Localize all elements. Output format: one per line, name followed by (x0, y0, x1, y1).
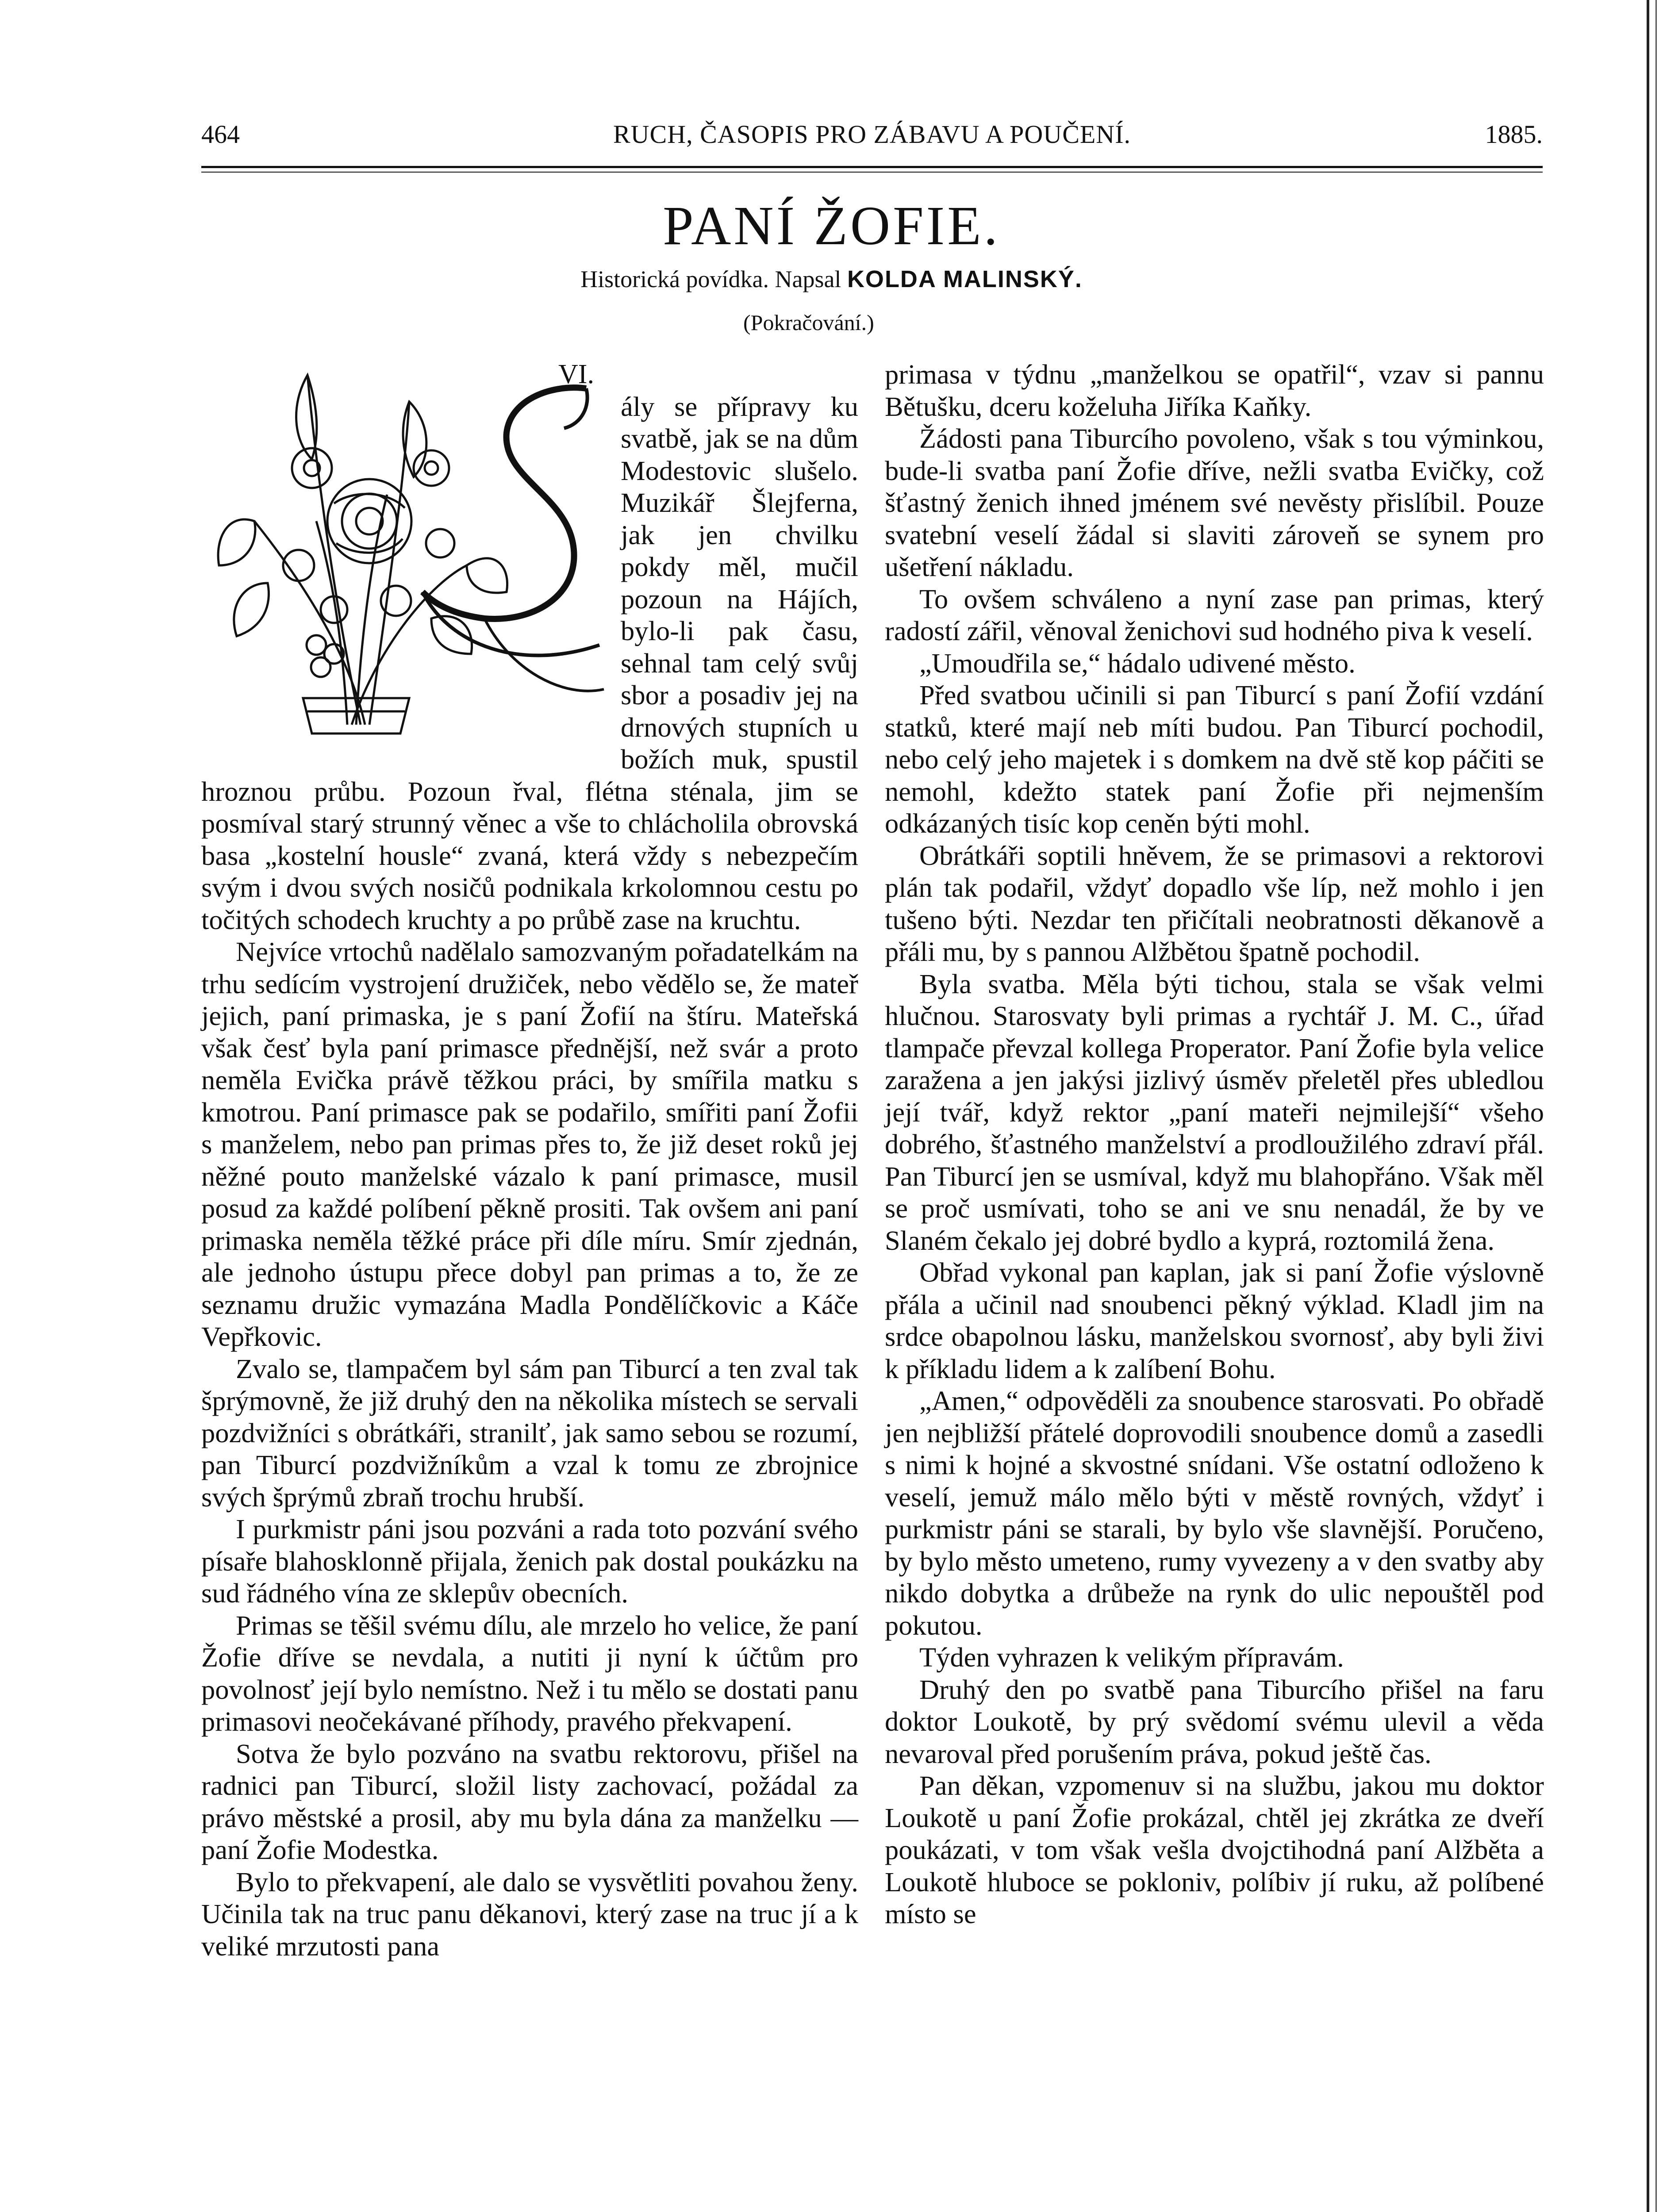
author-name: KOLDA MALINSKÝ. (847, 266, 1083, 292)
header-rule (201, 166, 1543, 168)
paragraph: Primas se těšil svému dílu, ale mrzelo ho velice, že paní Žofie dříve se nevdala, a nutiti ji nyní k účtům pro povolnosť její bylo nemístno. Než i tu mělo se dostati panu primasovi neočekávané příhody, pravého překvapení. (201, 1609, 858, 1737)
paragraph: primasa v týdnu „manželkou se opatřil“, vzav si pannu Bětušku, dceru koželuha Jiříka Kaňky. (885, 359, 1544, 422)
paragraph: ály se přípravy ku svatbě, jak se na dům Modestovic slušelo. Muzikář Šlejferna, jak jen chvilku pokdy měl, mučil pozoun na Hájích, bylo-li pak času, sehnal tam celý svůj sbor a posadiv jej na drnových stupních u božích muk, spustil hroznou průbu. Pozoun řval, flétna sténala, jim se posmíval starý strunný věnec a vše to chlácholila obrovská basa „kostelní housle“ zvaná, která vždy s nebezpečím svým i dvou svých nosičů podnikala krkolomnou cestu po točitých schodech kruchty a po průbě zase na kruchtu. (201, 391, 858, 935)
paragraph: Zvalo se, tlampačem byl sám pan Tiburcí a ten zval tak šprýmovně, že již druhý den na několika místech se servali pozdvižníci s obrátkáři, stranilť, jak samo sebou se rozumí, pan Tiburcí pozdvižníkům a vzal k tomu ze zbrojnice svých šprýmů zbraň trochu hrubší. (201, 1353, 858, 1513)
right-column (885, 358, 1544, 1930)
left-column (201, 358, 858, 1962)
page-edge-line (1647, 0, 1649, 2212)
paragraph: Druhý den po svatbě pana Tiburcího přišel na faru doktor Loukotě, by prý svědomí svému ulevil a věda nevaroval před porušením práva, pokud ještě čas. (885, 1674, 1544, 1769)
paragraph: To ovšem schváleno a nyní zase pan primas, který radostí zářil, věnoval ženichovi sud hodného piva k veselí. (885, 583, 1544, 646)
paragraph: „Amen,“ odpověděli za snoubence starosvati. Po obřadě jen nejbližší přátelé doprovodili snoubence domů a zasedli s nimi k hojné a skvostné snídani. Vše ostatní odloženo k veselí, jemuž málo mělo býti v městě rovných, vždyť i purkmistr páni se starali, by bylo vše slavnější. Poručeno, by bylo město umeteno, rumy vyvezeny a v den svatby aby nikdo dobytka a drůbeže na rynk do ulic nepouštěl pod pokutou. (885, 1385, 1544, 1641)
issue-year: 1885. (1485, 120, 1543, 149)
page-edge-line-inner (1655, 0, 1657, 2212)
paragraph: Bylo to překvapení, ale dalo se vysvětliti povahou ženy. Učinila tak na truc panu děkanovi, který zase na truc jí a k veliké mrzutosti pana (201, 1866, 858, 1962)
paragraph: „Umoudřila se,“ hádalo udivené město. (919, 647, 1356, 679)
paragraph: Byla svatba. Měla býti tichou, stala se však velmi hlučnou. Starosvaty byli primas a rychtář J. M. C., úřad tlampače převzal kollega Properator. Paní Žofie byla velice zaražena a jen jakýsi jizlivý úsměv přeletěl přes ubledlou její tvář, když rektor „paní mateři nejmilejší“ všeho dobrého, šťastného manželství a prodloužilého zdraví přál. Pan Tiburcí jen se usmíval, když mu blahopřáno. Však měl se proč usmívati, toho se ani ve snu nenadál, že by ve Slaném čekalo jej dobré bydlo a kyprá, roztomilá žena. (885, 968, 1544, 1256)
article-title: PANÍ ŽOFIE. (663, 196, 1000, 257)
subtitle-text: Historická povídka. Napsal (580, 266, 841, 292)
paragraph: Týden vyhrazen k velikým přípravám. (919, 1642, 1344, 1673)
continuation-note: (Pokračování.) (743, 310, 874, 335)
paragraph: Obrátkáři soptili hněvem, že se primasovi a rektorovi plán tak podařil, vždyť dopadlo vše líp, než mohlo i jen tušeno býti. Nezdar ten přičítali neobratnosti děkanově a přáli mu, by s pannou Alžbětou špatně pochodil. (885, 840, 1544, 967)
paragraph: I purkmistr páni jsou pozváni a rada toto pozvání svého písaře blahosklonně přijala, ženich pak dostal poukázku na sud řádného vína ze sklepův obecních. (201, 1513, 858, 1609)
running-header (201, 119, 1543, 159)
floral-initial-illustration (201, 335, 608, 747)
header-rule-thin (201, 172, 1543, 173)
paragraph: Pan děkan, vzpomenuv si na službu, jakou mu doktor Loukotě u paní Žofie prokázal, chtěl jej zkrátka ze dveří poukázati, v tom však vešla dvojctihodná paní Alžběta a Loukotě hluboce se pokloniv, políbiv jí ruku, až políbené místo se (885, 1770, 1544, 1929)
paragraph: Žádosti pana Tiburcího povoleno, však s tou výminkou, bude-li svatba paní Žofie dříve, nežli svatba Evičky, což šťastný ženich ihned jménem své nevěsty přislíbil. Pouze svatební veselí žádal si slaviti zároveň se synem pro ušetření nákladu. (885, 423, 1544, 582)
journal-title: RUCH, ČASOPIS PRO ZÁBAVU A POUČENÍ. (613, 120, 1131, 149)
paragraph: Sotva že bylo pozváno na svatbu rektorovu, přišel na radnici pan Tiburcí, složil listy zachovací, požádal za právo městské a prosil, aby mu byla dána za manželku — paní Žofie Modestka. (201, 1738, 858, 1865)
article-subtitle (0, 265, 1663, 293)
paragraph: Obřad vykonal pan kaplan, jak si paní Žofie výslovně přála a učinil nad snoubenci pěkný výklad. Kladl jim na srdce obapolnou lásku, manželskou svornosť, aby byli živi k příkladu lidem a k zalíbení Bohu. (885, 1257, 1544, 1384)
paragraph: Před svatbou učinili si pan Tiburcí s paní Žofií vzdání statků, které mají neb míti budou. Pan Tiburcí pochodil, nebo celý jeho majetek i s domkem na dvě stě kop páčiti se nemohl, kdežto statek paní Žofie při nejmenším odkázaných tisíc kop ceněn býti mohl. (885, 680, 1544, 839)
page-number: 464 (201, 120, 240, 149)
paragraph: Nejvíce vrtochů nadělalo samozvaným pořadatelkám na trhu sedícím vystrojení družiček, nebo vědělo se, že mateř jejich, paní primaska, je s paní Žofií na štíru. Mateřská však česť byla paní primasce přednější, než svár a proto neměla Evička právě těžkou práci, by smířila matku s kmotrou. Paní primasce pak se podařilo, smířiti paní Žofii s manželem, nebo pan primas přes to, že již deset roků jej něžné pouto manželské vázalo k paní primasce, musil posud za každé políbení pěkně prositi. Tak ovšem ani paní primaska neměla těžké práce při díle míru. Smír zjednán, ale jednoho ústupu přece dobyl pan primas a to, že ze seznamu družic vymazána Madla Pondělíčkovic a Káče Vepřkovic. (201, 936, 858, 1352)
chapter-heading: VI. (558, 359, 594, 389)
